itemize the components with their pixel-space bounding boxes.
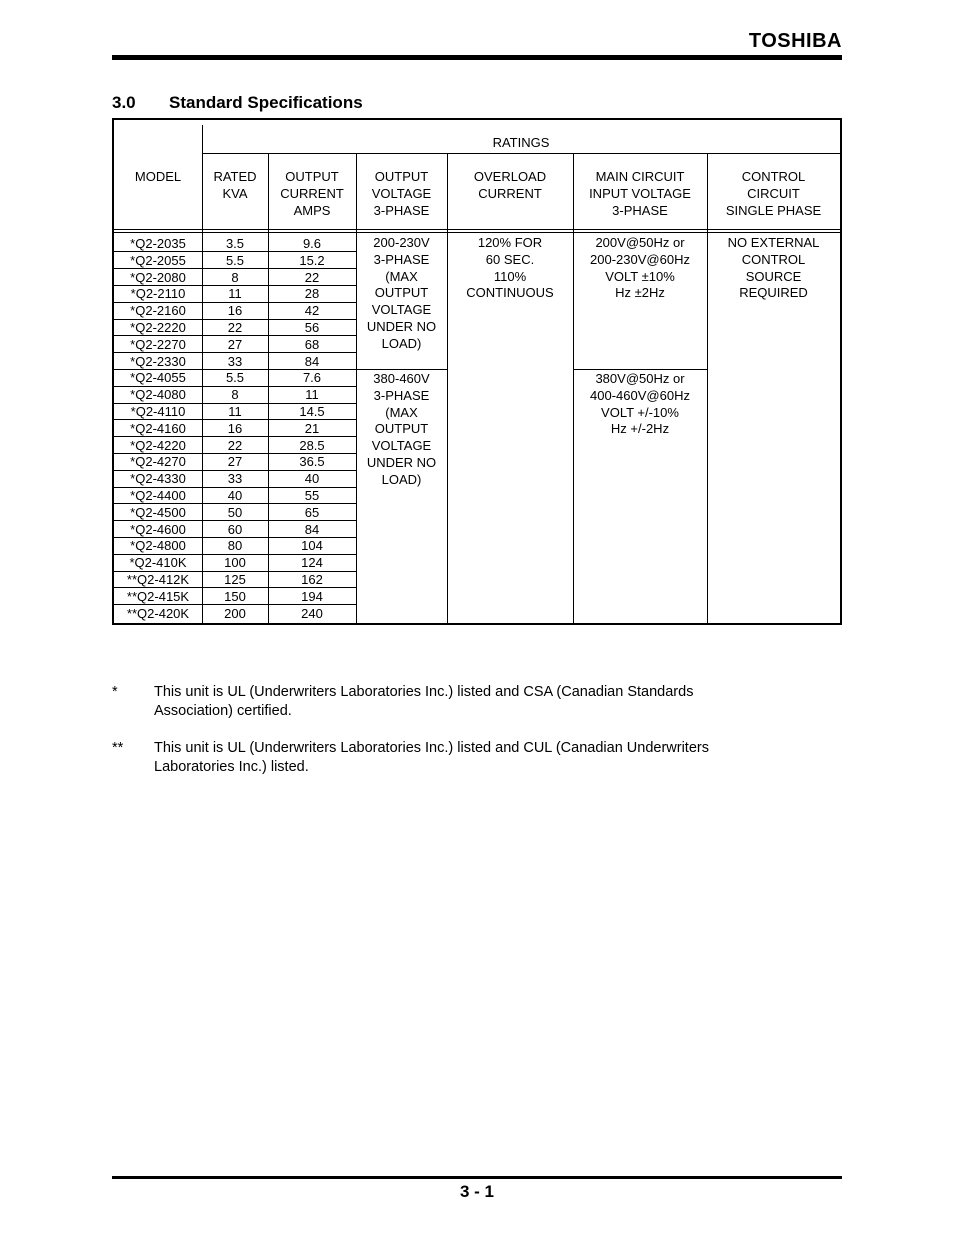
cell-model: *Q2-2035 [130, 236, 186, 251]
footnote-ul-cul [112, 739, 842, 779]
overload-cell: 120% FOR 60 SEC. 110% CONTINUOUS [466, 235, 554, 301]
cell-model: *Q2-2220 [130, 320, 186, 335]
cell-amps: 84 [304, 353, 320, 369]
col-header-control: CONTROL CIRCUIT SINGLE PHASE [725, 169, 822, 218]
cell-model: *Q2-4080 [130, 387, 186, 403]
footnote-ul-csa [112, 683, 842, 723]
cell-kva: 125 [224, 572, 246, 587]
cell-kva: 33 [227, 353, 243, 369]
cell-amps: 15.2 [299, 252, 325, 268]
brand-logo: TOSHIBA [748, 30, 842, 52]
col-header-model: MODEL [134, 169, 182, 184]
cell-amps: 11 [305, 387, 319, 403]
voltage-400-cell: 380-460V 3-PHASE (MAX OUTPUT VOLTAGE UNDER NO LOAD) [366, 371, 437, 487]
cell-amps: 104 [301, 538, 323, 554]
cell-amps: 68 [304, 336, 320, 352]
cell-amps: 22 [304, 269, 320, 285]
col-header-kva: RATED KVA [213, 169, 257, 201]
cell-amps: 194 [301, 588, 323, 604]
section-title [112, 93, 363, 113]
cell-model: *Q2-410K [129, 555, 187, 571]
cell-kva: 5.5 [225, 370, 245, 386]
cell-kva: 22 [227, 320, 243, 335]
cell-model: **Q2-415K [126, 588, 190, 604]
cell-amps: 84 [304, 521, 320, 537]
cell-model: *Q2-4500 [130, 504, 186, 520]
cell-amps: 42 [304, 303, 320, 319]
cell-amps: 56 [304, 320, 320, 335]
cell-model: *Q2-4270 [130, 454, 186, 470]
cell-kva: 27 [227, 454, 243, 470]
ratings-divider [202, 153, 840, 154]
input-400-cell: 380V@50Hz or 400-460V@60Hz VOLT +/-10% Hz +/-2Hz [590, 371, 690, 437]
input-group-divider [573, 369, 707, 370]
cell-kva: 100 [224, 555, 246, 571]
header-divider-top [114, 229, 840, 230]
cell-amps: 28 [304, 286, 320, 302]
cell-model: *Q2-4800 [130, 538, 186, 554]
cell-model: *Q2-4600 [130, 521, 186, 537]
cell-model: *Q2-4330 [130, 471, 186, 487]
cell-amps: 162 [301, 572, 323, 587]
cell-model: *Q2-2080 [130, 269, 186, 285]
cell-kva: 16 [227, 303, 243, 319]
page-number: 3 - 1 [459, 1182, 495, 1201]
footer-rule [112, 1176, 842, 1179]
cell-amps: 124 [301, 555, 323, 571]
cell-amps: 240 [301, 605, 323, 621]
cell-amps: 55 [304, 488, 320, 503]
cell-kva: 33 [227, 471, 243, 487]
cell-amps: 28.5 [299, 437, 325, 453]
cell-kva: 8 [231, 387, 239, 403]
cell-model: *Q2-2270 [130, 336, 186, 352]
section-number: 3.0 [112, 93, 136, 112]
col-header-input: MAIN CIRCUIT INPUT VOLTAGE 3-PHASE [589, 169, 691, 218]
cell-model: *Q2-4220 [130, 437, 186, 453]
cell-kva: 5.5 [225, 252, 245, 268]
cell-kva: 200 [224, 605, 246, 621]
cell-model: *Q2-4400 [130, 488, 186, 503]
cell-amps: 65 [304, 504, 320, 520]
cell-kva: 11 [228, 286, 242, 302]
footnote-mark: * [112, 684, 118, 700]
cell-amps: 36.5 [299, 454, 325, 470]
cell-model: **Q2-420K [126, 605, 190, 621]
cell-amps: 9.6 [302, 236, 322, 251]
cell-kva: 22 [227, 437, 243, 453]
divider-voltage [447, 153, 448, 623]
cell-model: **Q2-412K [126, 572, 190, 587]
cell-kva: 40 [227, 488, 243, 503]
cell-kva: 150 [224, 588, 246, 604]
cell-model: *Q2-4055 [130, 370, 186, 386]
ratings-header: RATINGS [492, 135, 550, 150]
spec-table [112, 118, 842, 625]
cell-model: *Q2-4160 [130, 420, 186, 436]
voltage-group-divider [356, 369, 447, 370]
cell-kva: 16 [227, 420, 243, 436]
header-divider-bottom [114, 232, 840, 233]
cell-kva: 8 [231, 269, 239, 285]
col-header-overload: OVERLOAD CURRENT [473, 169, 547, 201]
cell-kva: 27 [227, 336, 243, 352]
footnote-text: This unit is UL (Underwriters Laboratories Inc.) listed and CUL (Canadian Underwriters Laboratories Inc.) listed. [154, 740, 709, 775]
cell-kva: 60 [227, 521, 243, 537]
section-heading: Standard Specifications [169, 93, 363, 112]
footnote-text: This unit is UL (Underwriters Laboratories Inc.) listed and CSA (Canadian Standards Association) certified. [154, 684, 694, 719]
cell-kva: 50 [227, 504, 243, 520]
voltage-200-cell: 200-230V 3-PHASE (MAX OUTPUT VOLTAGE UNDER NO LOAD) [366, 235, 437, 351]
cell-amps: 21 [304, 420, 320, 436]
col-header-voltage: OUTPUT VOLTAGE 3-PHASE [371, 169, 432, 218]
header-rule [112, 55, 842, 60]
cell-kva: 11 [228, 404, 242, 419]
col-header-amps: OUTPUT CURRENT AMPS [280, 169, 344, 218]
control-cell: NO EXTERNAL CONTROL SOURCE REQUIRED [727, 235, 820, 301]
cell-model: *Q2-2110 [130, 286, 186, 302]
cell-amps: 14.5 [299, 404, 325, 419]
cell-amps: 40 [304, 471, 320, 487]
cell-kva: 80 [227, 538, 243, 554]
divider-input [707, 153, 708, 623]
footnote-mark: ** [112, 740, 124, 756]
cell-model: *Q2-4110 [130, 404, 186, 419]
cell-model: *Q2-2160 [130, 303, 186, 319]
cell-model: *Q2-2055 [130, 252, 186, 268]
cell-model: *Q2-2330 [130, 353, 186, 369]
cell-kva: 3.5 [225, 236, 245, 251]
input-200-cell: 200V@50Hz or 200-230V@60Hz VOLT ±10% Hz ±2Hz [590, 235, 690, 301]
cell-amps: 7.6 [302, 370, 322, 386]
